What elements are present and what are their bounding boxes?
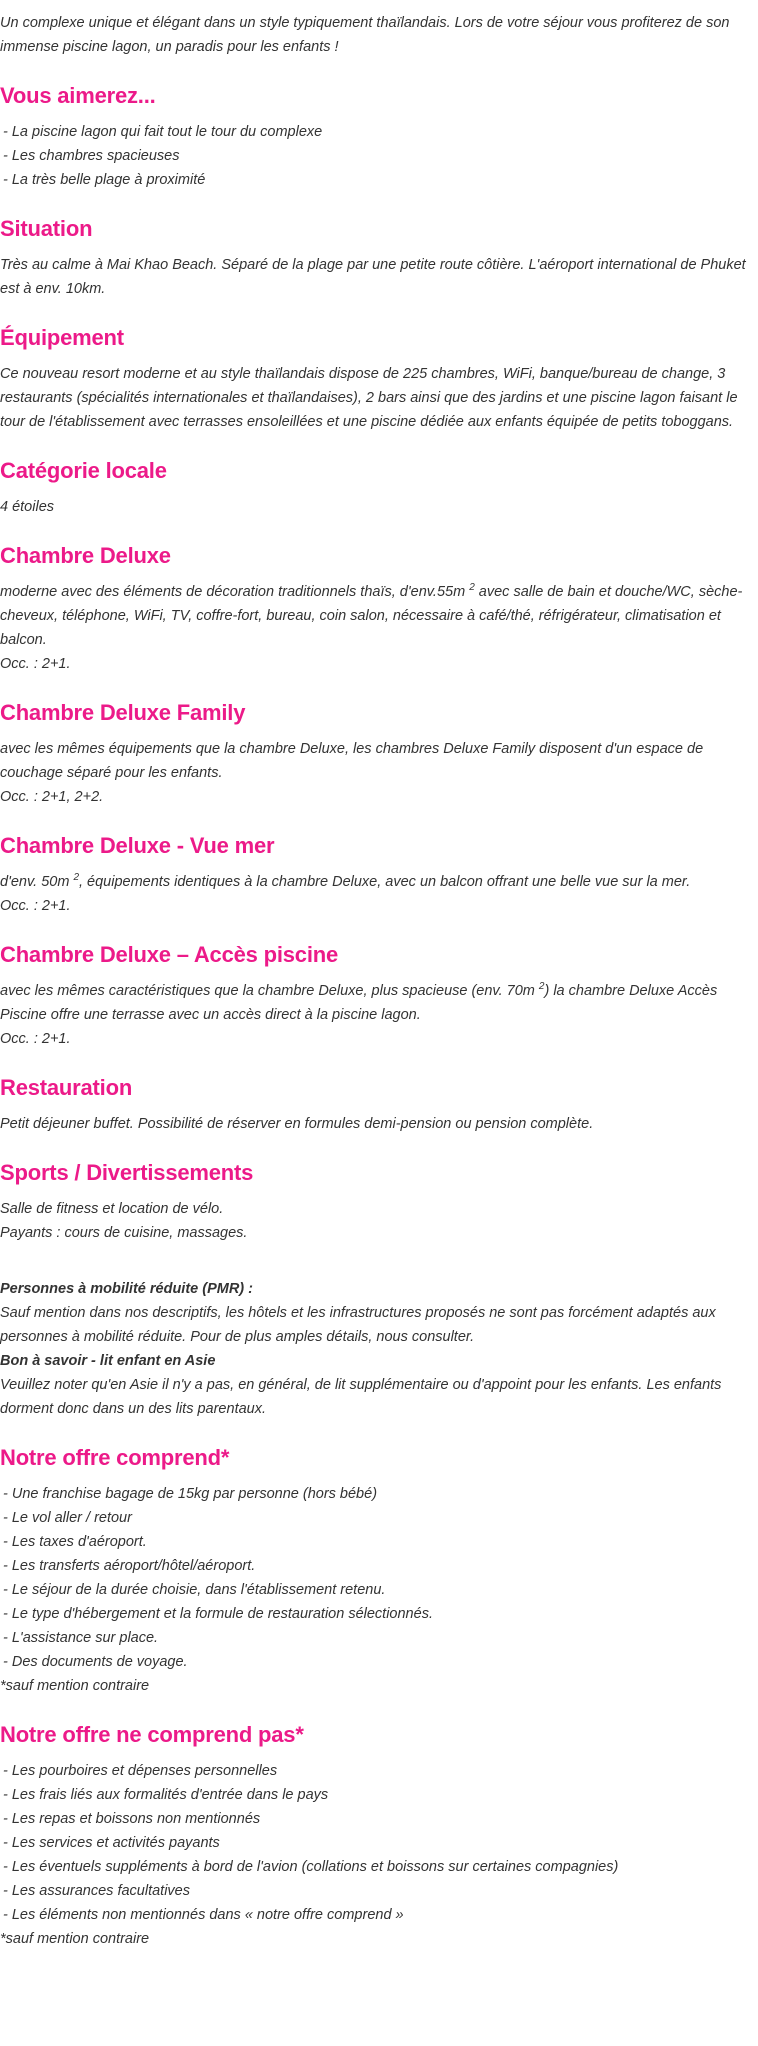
list-item: - Les chambres spacieuses bbox=[3, 148, 180, 164]
list-item: - Le séjour de la durée choisie, dans l'établissement retenu. bbox=[3, 1582, 386, 1598]
vous-aimerez-list bbox=[0, 120, 758, 192]
list-item: - Des documents de voyage. bbox=[3, 1654, 188, 1670]
chambre-deluxe-occupancy: Occ. : 2+1. bbox=[0, 656, 71, 672]
superscript: 2 bbox=[538, 981, 545, 993]
list-item: - Les repas et boissons non mentionnés bbox=[3, 1811, 261, 1827]
sports-line: Salle de fitness et location de vélo. bbox=[0, 1201, 224, 1217]
categorie-text: 4 étoiles bbox=[0, 499, 55, 515]
list-item: - Les taxes d'aéroport. bbox=[3, 1534, 147, 1550]
restauration-text: Petit déjeuner buffet. Possibilité de réserver en formules demi-pension ou pension complète. bbox=[0, 1116, 594, 1132]
text-part: moderne avec des éléments de décoration traditionnels thaïs, d'env.55m bbox=[0, 584, 470, 600]
intro-text: Un complexe unique et élégant dans un style typiquement thaïlandais. Lors de votre séjour vous profiterez de son immense piscine lagon, un paradis pour les enfants ! bbox=[0, 15, 730, 55]
situation-text: Très au calme à Mai Khao Beach. Séparé de la plage par une petite route côtière. L'aéroport international de Phuket est à env. 10km. bbox=[0, 257, 746, 297]
equipement-text: Ce nouveau resort moderne et au style thaïlandais dispose de 225 chambres, WiFi, banque/bureau de change, 3 restaurants (spécialités internationales et thaïlandaises), 2 bars ainsi que des jardins et une piscine lagon faisant le tour de l'établissement avec terrasses ensoleillées et une piscine dédiée aux enfants équipée de petits toboggans. bbox=[0, 366, 738, 430]
section-title-vous-aimerez: Vous aimerez... bbox=[0, 83, 156, 108]
hotel-description bbox=[0, 11, 758, 1951]
chambre-piscine-text bbox=[0, 979, 758, 1027]
bon-a-savoir-text: Veuillez noter qu'en Asie il n'y a pas, en général, de lit supplémentaire ou d'appoint pour les enfants. Les enfants dorment donc dans un des lits parentaux. bbox=[0, 1377, 722, 1417]
list-item: - La très belle plage à proximité bbox=[3, 172, 206, 188]
section-title-sports: Sports / Divertissements bbox=[0, 1160, 254, 1185]
list-item: - Le vol aller / retour bbox=[3, 1510, 132, 1526]
offre-ne-comprend-pas-list bbox=[0, 1759, 758, 1927]
chambre-family-text: avec les mêmes équipements que la chambre Deluxe, les chambres Deluxe Family disposent d'un espace de couchage séparé pour les enfants. bbox=[0, 741, 704, 781]
section-title-offre-ne-comprend-pas: Notre offre ne comprend pas* bbox=[0, 1722, 304, 1747]
list-item: - La piscine lagon qui fait tout le tour du complexe bbox=[3, 124, 323, 140]
offre-comprend-list bbox=[0, 1482, 758, 1674]
list-item: - Les assurances facultatives bbox=[3, 1883, 190, 1899]
list-item: - Les services et activités payants bbox=[3, 1835, 220, 1851]
list-item: - Les pourboires et dépenses personnelles bbox=[3, 1763, 278, 1779]
list-item: - Le type d'hébergement et la formule de restauration sélectionnés. bbox=[3, 1606, 433, 1622]
superscript: 2 bbox=[73, 872, 79, 884]
list-item: - L'assistance sur place. bbox=[3, 1630, 159, 1646]
section-title-situation: Situation bbox=[0, 216, 93, 241]
section-title-restauration: Restauration bbox=[0, 1075, 133, 1100]
list-item: - Les éléments non mentionnés dans « notre offre comprend » bbox=[3, 1907, 404, 1923]
text-part: d'env. 50m bbox=[0, 874, 74, 890]
list-item: - Les transferts aéroport/hôtel/aéroport. bbox=[3, 1558, 256, 1574]
section-title-chambre-vue-mer: Chambre Deluxe - Vue mer bbox=[0, 833, 275, 858]
pmr-text: Sauf mention dans nos descriptifs, les hôtels et les infrastructures proposés ne sont pas forcément adaptés aux personnes à mobilité réduite. Pour de plus amples détails, nous consulter. bbox=[0, 1305, 716, 1345]
chambre-piscine-occupancy: Occ. : 2+1. bbox=[0, 1031, 71, 1047]
pmr-title: Personnes à mobilité réduite (PMR) : bbox=[0, 1281, 253, 1297]
chambre-deluxe-text bbox=[0, 580, 758, 652]
section-title-offre-comprend: Notre offre comprend* bbox=[0, 1445, 230, 1470]
chambre-family-occupancy: Occ. : 2+1, 2+2. bbox=[0, 789, 104, 805]
chambre-vue-mer-text bbox=[0, 870, 758, 894]
offre-comprend-note: *sauf mention contraire bbox=[0, 1678, 150, 1694]
section-title-equipement: Équipement bbox=[0, 325, 124, 350]
section-title-chambre-piscine: Chambre Deluxe – Accès piscine bbox=[0, 942, 339, 967]
list-item: - Les frais liés aux formalités d'entrée dans le pays bbox=[3, 1787, 329, 1803]
list-item: - Une franchise bagage de 15kg par personne (hors bébé) bbox=[3, 1486, 378, 1502]
section-title-chambre-deluxe: Chambre Deluxe bbox=[0, 543, 171, 568]
section-title-categorie: Catégorie locale bbox=[0, 458, 167, 483]
bon-a-savoir-title: Bon à savoir - lit enfant en Asie bbox=[0, 1353, 216, 1369]
offre-ne-comprend-pas-note: *sauf mention contraire bbox=[0, 1931, 150, 1947]
text-part: , équipements identiques à la chambre Deluxe, avec un balcon offrant une belle vue sur la mer. bbox=[79, 874, 691, 890]
chambre-vue-mer-occupancy: Occ. : 2+1. bbox=[0, 898, 71, 914]
section-title-chambre-family: Chambre Deluxe Family bbox=[0, 700, 246, 725]
sports-line: Payants : cours de cuisine, massages. bbox=[0, 1225, 248, 1241]
text-part: avec les mêmes caractéristiques que la chambre Deluxe, plus spacieuse (env. 70m bbox=[0, 983, 539, 999]
text-part: avec salle de bain et douche/WC, sèche-cheveux, téléphone, WiFi, TV, coffre-fort, bureau, coin salon, nécessaire à café/thé, réfrigérateur, climatisation et balcon. bbox=[0, 584, 743, 648]
text-part: ) la chambre Deluxe Accès Piscine offre une terrasse avec un accès direct à la piscine lagon. bbox=[0, 983, 718, 1023]
list-item: - Les éventuels suppléments à bord de l'avion (collations et boissons sur certaines compagnies) bbox=[3, 1859, 619, 1875]
superscript: 2 bbox=[469, 582, 475, 594]
